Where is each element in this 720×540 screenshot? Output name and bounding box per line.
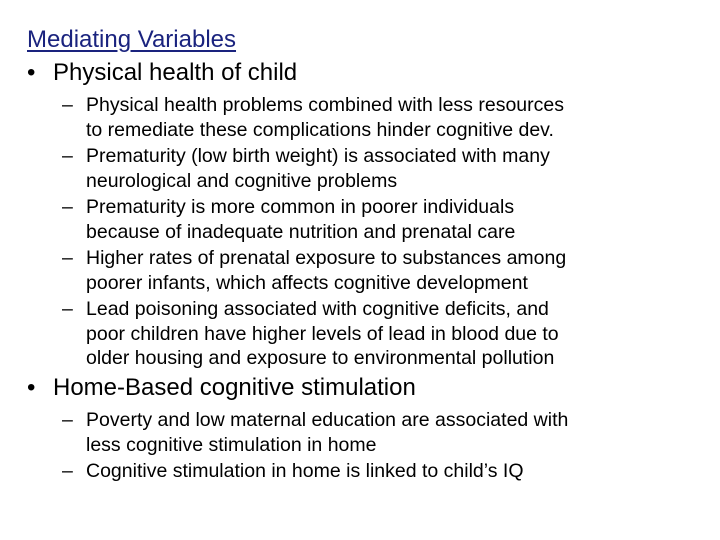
sub-item xyxy=(62,408,702,457)
sub-item-line: Lead poisoning associated with cognitive deficits, and xyxy=(86,298,549,320)
dash-icon: – xyxy=(62,145,73,167)
slide-title[interactable]: Mediating Variables xyxy=(27,26,237,53)
sub-item-line: poorer infants, which affects cognitive development xyxy=(86,271,528,294)
dash-icon: – xyxy=(62,460,73,482)
sub-item-line: less cognitive stimulation in home xyxy=(86,433,377,456)
sub-item-line: Prematurity is more common in poorer individuals xyxy=(86,196,515,218)
sub-list-physical-health xyxy=(62,93,702,373)
sub-item xyxy=(62,246,702,295)
sub-item-line: neurological and cognitive problems xyxy=(86,169,398,192)
sub-item-line: poor children have higher levels of lead in blood due to xyxy=(86,322,559,345)
bullet-icon: • xyxy=(27,374,36,401)
dash-icon: – xyxy=(62,247,73,269)
bullet-icon: • xyxy=(27,59,36,86)
sub-item-line: Prematurity (low birth weight) is associated with many xyxy=(86,145,550,167)
sub-item-line: older housing and exposure to environmental pollution xyxy=(86,347,555,369)
sub-item xyxy=(62,93,702,142)
sub-item xyxy=(62,459,702,484)
sub-item xyxy=(62,195,702,244)
bullet-home-based-stimulation xyxy=(27,373,416,403)
bullet-heading: Physical health of child xyxy=(53,59,298,86)
bullet-heading: Home-Based cognitive stimulation xyxy=(53,374,416,401)
sub-item-line: to remediate these complications hinder cognitive dev. xyxy=(86,118,554,141)
dash-icon: – xyxy=(62,196,73,218)
sub-list-home-based-stimulation xyxy=(62,408,702,486)
sub-item-line: because of inadequate nutrition and prenatal care xyxy=(86,220,516,243)
dash-icon: – xyxy=(62,409,73,431)
sub-item-line: Physical health problems combined with less resources xyxy=(86,94,564,116)
bullet-physical-health xyxy=(27,58,297,88)
dash-icon: – xyxy=(62,298,73,320)
sub-item-line: Higher rates of prenatal exposure to substances among xyxy=(86,247,567,269)
sub-item xyxy=(62,297,702,371)
sub-item-line: Poverty and low maternal education are associated with xyxy=(86,409,569,431)
sub-item-line: Cognitive stimulation in home is linked to child’s IQ xyxy=(86,460,524,482)
dash-icon: – xyxy=(62,94,73,116)
sub-item xyxy=(62,144,702,193)
